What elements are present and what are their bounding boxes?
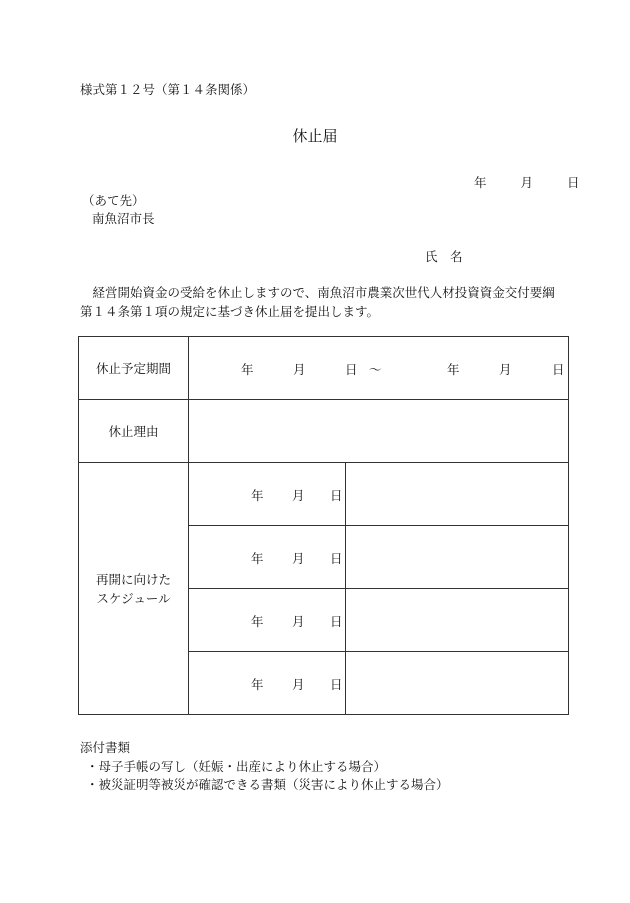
schedule-detail[interactable] [346, 463, 569, 526]
attachment-item: ・母子手帳の写し（妊娠・出産により休止する場合） [86, 759, 387, 774]
period-end-year: 年 [447, 362, 460, 377]
period-value[interactable] [189, 337, 569, 400]
schedule-label: 再開に向けた スケジュール [79, 463, 189, 715]
submission-date [474, 173, 579, 191]
schedule-date[interactable]: 年 月 日 [189, 463, 346, 526]
period-start-month: 月 [293, 362, 306, 377]
period-start-day: 日 [345, 362, 358, 377]
attachment-item: ・被災証明等被災が確認できる書類（災害により休止する場合） [86, 777, 449, 792]
period-end-month: 月 [499, 362, 512, 377]
statement-line: 経営開始資金の受給を休止しますので、南魚沼市農業次世代人材投資資金交付要綱 [80, 285, 555, 300]
statement-text [80, 283, 570, 321]
schedule-date[interactable]: 年 月 日 [189, 589, 346, 652]
period-end-day: 日 [552, 362, 565, 377]
reason-value[interactable] [189, 400, 569, 463]
suspension-form-table [78, 336, 569, 715]
applicant-name-label: 氏 名 [425, 249, 463, 264]
period-separator: ～ [369, 362, 382, 377]
date-day-label: 日 [566, 175, 580, 190]
addressee-name: 南魚沼市長 [92, 211, 155, 226]
statement-line: 第１４条第１項の規定に基づき休止届を提出します。 [80, 304, 380, 319]
period-start-year: 年 [241, 362, 254, 377]
period-label: 休止予定期間 [79, 337, 189, 400]
date-year-label: 年 [474, 175, 487, 190]
document-title: 休止届 [292, 127, 338, 145]
attachments-title: 添付書類 [80, 740, 131, 755]
schedule-detail[interactable] [346, 652, 569, 715]
schedule-date[interactable]: 年 月 日 [189, 526, 346, 589]
reason-label: 休止理由 [79, 400, 189, 463]
date-month-label: 月 [520, 175, 533, 190]
schedule-detail[interactable] [346, 589, 569, 652]
schedule-date[interactable]: 年 月 日 [189, 652, 346, 715]
addressee-label: （あて先） [82, 193, 145, 208]
schedule-detail[interactable] [346, 526, 569, 589]
form-number: 様式第１２号（第１４条関係） [80, 82, 256, 97]
